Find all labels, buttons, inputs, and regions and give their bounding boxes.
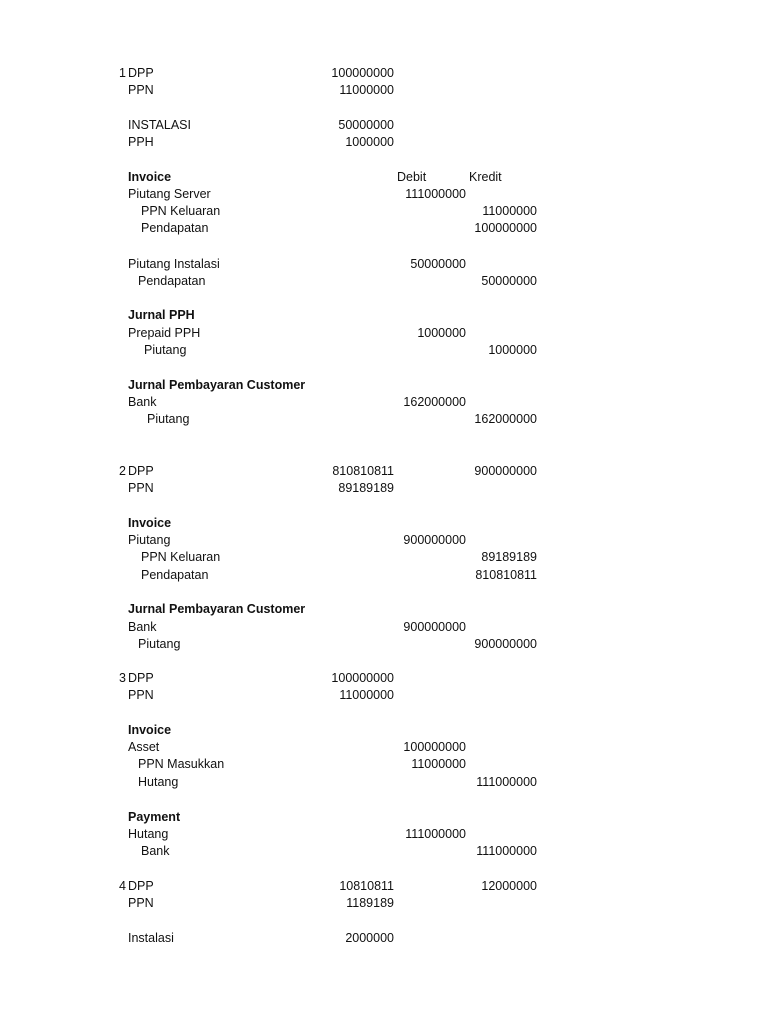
ledger-row	[0, 739, 768, 756]
ledger-row	[0, 670, 768, 687]
ledger-row	[0, 463, 768, 480]
amount-value: 11000000	[339, 688, 394, 702]
ledger-row	[0, 809, 768, 826]
credit-value: 1000000	[488, 343, 537, 357]
account-label: Asset	[128, 740, 160, 754]
amount-value: 11000000	[339, 83, 394, 97]
ledger-row	[0, 687, 768, 704]
amount-value: 100000000	[331, 671, 394, 685]
ledger-row	[0, 273, 768, 290]
ledger-row	[0, 169, 768, 186]
ledger-row	[0, 619, 768, 636]
debit-value: 11000000	[411, 757, 466, 771]
credit-value: 900000000	[474, 464, 537, 478]
account-label: Prepaid PPH	[128, 326, 201, 340]
account-label: Pendapatan	[138, 274, 206, 288]
ledger-row	[0, 65, 768, 82]
section-heading: Jurnal Pembayaran Customer	[128, 602, 306, 616]
amount-value: 10810811	[339, 879, 394, 893]
amount-value: 1000000	[345, 135, 394, 149]
debit-value: 900000000	[403, 533, 466, 547]
account-label: Bank	[128, 395, 157, 409]
account-label: PPN Keluaran	[141, 204, 221, 218]
ledger-row	[0, 117, 768, 134]
account-label: Piutang Instalasi	[128, 257, 220, 271]
credit-value: 100000000	[474, 221, 537, 235]
amount-value: 100000000	[331, 66, 394, 80]
account-label: Piutang Server	[128, 187, 211, 201]
account-label: DPP	[128, 66, 154, 80]
debit-value: 111000000	[405, 827, 466, 841]
account-label: INSTALASI	[128, 118, 191, 132]
account-label: DPP	[128, 464, 154, 478]
ledger-row	[0, 342, 768, 359]
ledger-row	[0, 377, 768, 394]
credit-value: 900000000	[474, 637, 537, 651]
ledger-row	[0, 134, 768, 151]
account-label: PPN Keluaran	[141, 550, 221, 564]
ledger-row	[0, 220, 768, 237]
account-label: Piutang	[138, 637, 181, 651]
amount-value: 2000000	[345, 931, 394, 945]
account-label: PPN	[128, 481, 154, 495]
debit-value: 111000000	[405, 187, 466, 201]
account-label: Bank	[128, 620, 157, 634]
ledger-row	[0, 930, 768, 947]
credit-value: 50000000	[481, 274, 537, 288]
credit-value: 11000000	[482, 204, 537, 218]
ledger-row	[0, 774, 768, 791]
ledger-row	[0, 82, 768, 99]
ledger-row	[0, 411, 768, 428]
ledger-row	[0, 515, 768, 532]
ledger-row	[0, 878, 768, 895]
credit-value: 111000000	[476, 775, 537, 789]
ledger-row	[0, 394, 768, 411]
account-label: PPH	[128, 135, 154, 149]
credit-value: 162000000	[474, 412, 537, 426]
ledger-row	[0, 549, 768, 566]
debit-value: 100000000	[403, 740, 466, 754]
ledger-row	[0, 601, 768, 618]
ledger-row	[0, 325, 768, 342]
debit-column-header: Debit	[397, 170, 427, 184]
section-heading: Invoice	[128, 170, 172, 184]
account-label: PPN Masukkan	[138, 757, 225, 771]
ledger-row	[0, 480, 768, 497]
debit-value: 1000000	[417, 326, 466, 340]
account-label: PPN	[128, 896, 154, 910]
ledger-row	[0, 722, 768, 739]
item-number: 4	[119, 879, 126, 893]
ledger-row	[0, 256, 768, 273]
section-heading: Payment	[128, 810, 181, 824]
account-label: Piutang	[147, 412, 190, 426]
section-heading: Invoice	[128, 516, 172, 530]
account-label: DPP	[128, 879, 154, 893]
debit-value: 50000000	[410, 257, 466, 271]
account-label: Hutang	[128, 827, 169, 841]
ledger-row	[0, 567, 768, 584]
account-label: Piutang	[128, 533, 171, 547]
item-number: 1	[119, 66, 126, 80]
account-label: PPN	[128, 688, 154, 702]
amount-value: 810810811	[332, 464, 394, 478]
credit-value: 12000000	[481, 879, 537, 893]
account-label: Bank	[141, 844, 170, 858]
ledger-row	[0, 826, 768, 843]
account-label: PPN	[128, 83, 154, 97]
section-heading: Jurnal PPH	[128, 308, 195, 322]
credit-column-header: Kredit	[469, 170, 502, 184]
credit-value: 111000000	[476, 844, 537, 858]
credit-value: 89189189	[481, 550, 537, 564]
credit-value: 810810811	[475, 568, 537, 582]
account-label: Hutang	[138, 775, 179, 789]
debit-value: 162000000	[403, 395, 466, 409]
account-label: DPP	[128, 671, 154, 685]
ledger-row	[0, 203, 768, 220]
ledger-row	[0, 843, 768, 860]
account-label: Pendapatan	[141, 221, 209, 235]
amount-value: 50000000	[338, 118, 394, 132]
section-heading: Jurnal Pembayaran Customer	[128, 378, 306, 392]
amount-value: 1189189	[346, 896, 394, 910]
account-label: Pendapatan	[141, 568, 209, 582]
ledger-row	[0, 636, 768, 653]
ledger-row	[0, 895, 768, 912]
account-label: Instalasi	[128, 931, 174, 945]
debit-value: 900000000	[403, 620, 466, 634]
ledger-row	[0, 532, 768, 549]
ledger-row	[0, 307, 768, 324]
item-number: 3	[119, 671, 126, 685]
account-label: Piutang	[144, 343, 187, 357]
amount-value: 89189189	[338, 481, 394, 495]
ledger-row	[0, 186, 768, 203]
section-heading: Invoice	[128, 723, 172, 737]
ledger-row	[0, 756, 768, 773]
item-number: 2	[119, 464, 126, 478]
